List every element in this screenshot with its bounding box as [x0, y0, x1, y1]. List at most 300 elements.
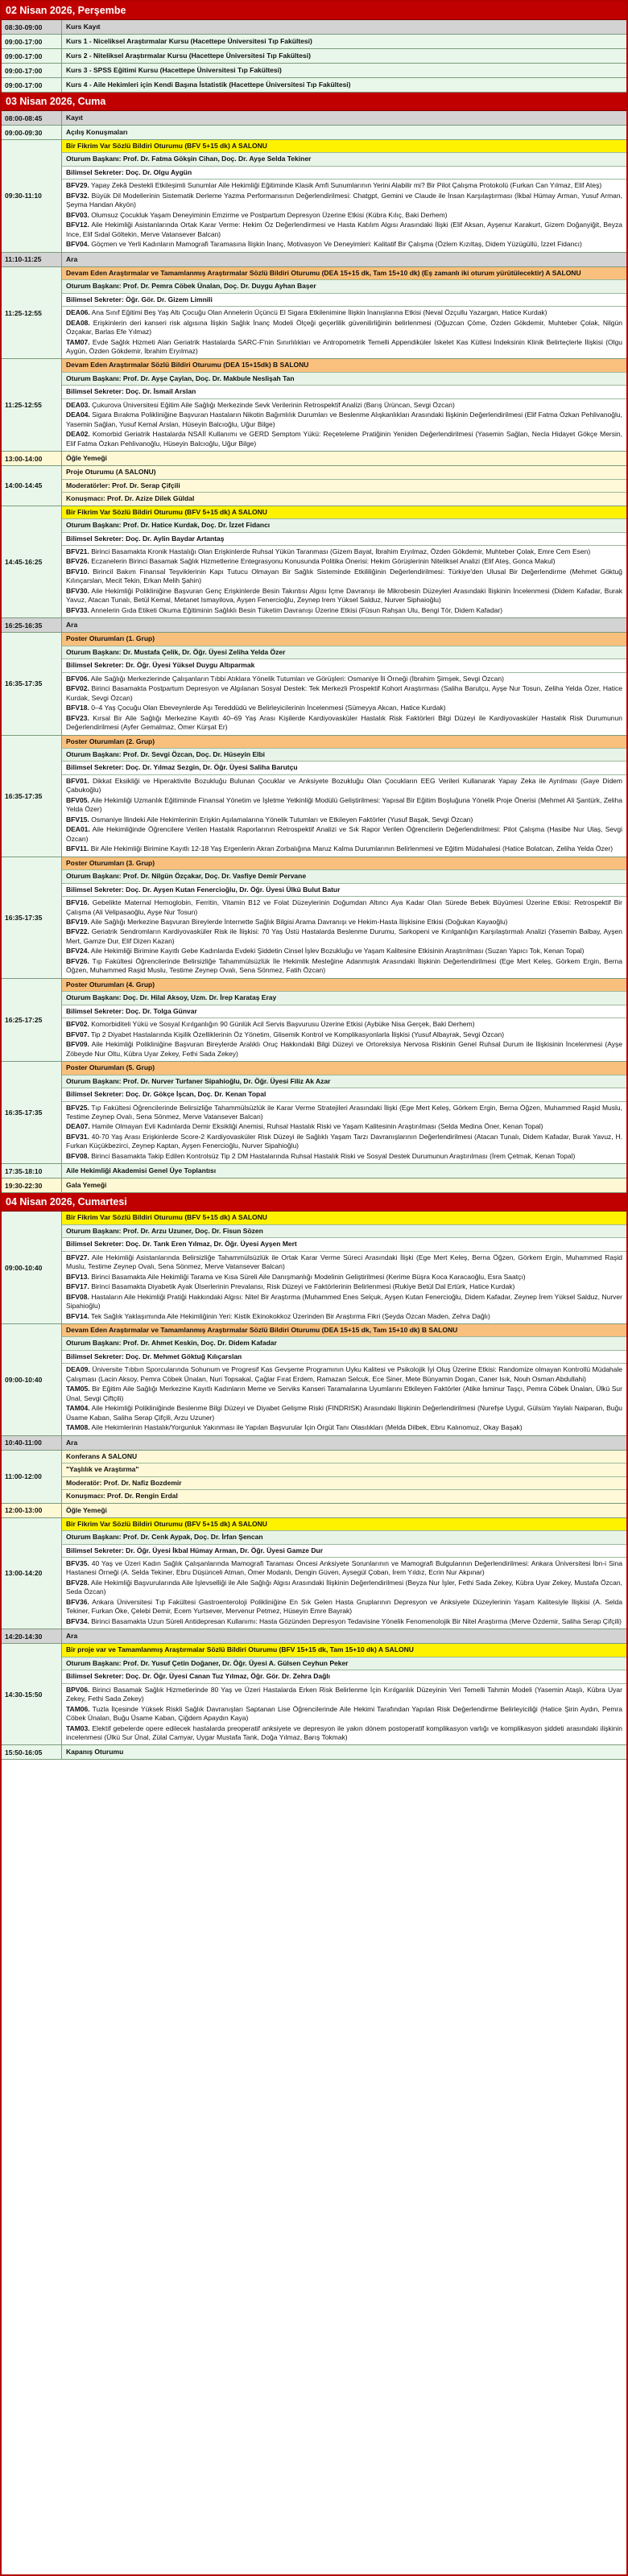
abstract-code: BFV25.: [66, 1103, 89, 1112]
abstract-item: [66, 1122, 622, 1131]
session-chairs: Oturum Başkanı: Prof. Dr. Cenk Aypak, Doç. Dr. İrfan Şencan: [62, 1531, 626, 1544]
scientific-secretary: Bilimsel Sekreter: Doç. Dr. Yılmaz Sezgin, Dr. Öğr. Üyesi Saliha Barutçu: [62, 762, 626, 774]
time-slot: 13:00-14:20: [2, 1518, 62, 1629]
scientific-secretary: Bilimsel Sekreter: Doç. Dr. Tolga Günvar: [62, 1005, 626, 1018]
abstract-title: Komorbid Geriatrik Hastalarda NSAİİ Kullanımı ve GERD Semptom Yükü: Reçeteleme Pratiğinin Yeniden Değerlendirilmesi (Yasemin Sağlan, Necla Hidayet Gökçe Mersin, Elif Fatma Özkan Pehlivanoğlu, Hüseyin Balcıoğlu, Uğur Bilge): [66, 430, 622, 448]
session-line: Moderatörler: Prof. Dr. Serap Çifçili: [62, 480, 626, 493]
scientific-secretary: Bilimsel Sekreter: Doç. Dr. Aylin Baydar Artantaş: [62, 533, 626, 546]
abstract-code: BFV32.: [66, 191, 89, 200]
schedule-row: [2, 78, 626, 93]
abstract-code: TAM08.: [66, 1423, 90, 1432]
abstract-item: [66, 308, 622, 317]
day-header: 04 Nisan 2026, Cumartesi: [2, 1193, 626, 1212]
time-slot: 11:00-12:00: [2, 1451, 62, 1503]
abstract-title: Geriatrik Sendromların Kardiyovasküler Risk ile İlişkisi: 70 Yaş Üstü Hastalarda Beslenme Durumu, Sarkopeni ve Kırılganlığın Karşılaştırmalı Analizi (Yasemin Balbay, Ayşen Mert, Gamze Dur, Elif Dizen Kazan): [66, 927, 622, 945]
abstract-item: [66, 192, 622, 210]
scientific-secretary: Bilimsel Sekreter: Doç. Dr. Öğr. Üyesi Canan Tuz Yılmaz, Öğr. Gör. Dr. Zehra Dağlı: [62, 1670, 626, 1683]
session-title: Bir Fikrim Var Sözlü Bildiri Oturumu (BFV 5+15 dk) A SALONU: [62, 140, 626, 153]
abstract-title: Bir Aile Hekimliği Birimine Kayıtlı 12-18 Yaş Ergenlerin Akran Zorbalığına Maruz Kalma Durumlarının Belirlenmesi ve Eğitim Müdahalesi (Hatice Bolatcan, Zeliha Yelda Özer): [90, 844, 614, 853]
session-row: [2, 1062, 626, 1164]
abstract-code: BPV06.: [66, 1685, 90, 1694]
abstract-item: [66, 1686, 622, 1704]
abstract-item: [66, 181, 622, 190]
abstract-title: Birinci Basamakta Aile Hekimliği Tarama ve Kısa Süreli Aile Danışmanlığı Modelinin Geliştirilmesi (Kerime Büşra Koca Karacaoğlu, Esra Saatçı): [91, 1272, 526, 1281]
session-chairs: Oturum Başkanı: Prof. Dr. Yusuf Çetin Doğaner, Dr. Öğr. Üyesi A. Gülsen Ceyhun Peker: [62, 1657, 626, 1670]
abstract-code: BFV14.: [66, 1311, 89, 1320]
schedule-row: [2, 20, 626, 35]
abstract-code: DEA09.: [66, 1365, 90, 1374]
abstract-code: TAM06.: [66, 1704, 90, 1713]
abstract-item: [66, 411, 622, 429]
session-row: [2, 1324, 626, 1436]
abstract-code: BFV19.: [66, 918, 89, 926]
scientific-secretary: Bilimsel Sekreter: Öğr. Gör. Dr. Gizem Limnili: [62, 294, 626, 307]
abstract-title: Sigara Bırakma Polikliniğine Başvuran Hastaların Nikotin Bağımlılık Durumları ve Beslenme Alışkanlıkları Arasındaki İlişkinin Değerlendirilmesi (Elif Fatma Özkan Pehlivanoğlu, Yasemin Sağlan, Yusuf Kemal Arslan, Hüseyin Balcıoğlu, Uğur Bilge): [66, 411, 622, 428]
abstract-title: Aile Hekimliği Asistanlarında Ortak Karar Verme: Hekim Öz Değerlendirmesi ve Hasta Katılım Algısı Arasındaki İlişki (Elif Aksan, Ayşenur Karakurt, Gizem Doğanyiğit, Beyza Ince, Elif Sıdal Göltekin, Merve Vatansever Balcan): [66, 221, 622, 238]
abstract-title: Kırsal Bir Aile Sağlığı Merkezine Kayıtlı 40–69 Yaş Arası Kişilerde Kardiyovasküler Hastalık Risk Faktörleri Bilgi Düzeyi ile Kardiyovasküler Hastalık Risk Durumunun Değerlendirilmesi (Ayfer Gemalmaz, Ömer Kürşat Er): [66, 713, 622, 732]
session-row: [2, 1518, 626, 1630]
time-slot: 09:00-17:00: [2, 78, 62, 92]
abstract-title: Elektif gebelerde opere edilecek hastalarda preoperatif anksiyete ve depresyon ile yakın dönem postoperatif komplikasyon varlığı ve komplikasyon şiddeti arasındaki ilişkinin incelenmesi (Ülkü Sur Ünal, Zülal Camyar, Uygar Mustafa Tank, Doğa Yılmaz, Barış Tokmak): [66, 1724, 622, 1741]
abstract-code: BFV23.: [66, 713, 89, 722]
abstract-title: 0–4 Yaş Çocuğu Olan Ebeveynlerde Aşı Tereddüdü ve Belirleyicilerinin İncelenmesi (Sümeyya Akcan, Hatice Kurdak): [91, 704, 446, 712]
session-block: [62, 1062, 626, 1163]
abstract-title: Birinci Basamakta Diyabetik Ayak Ülserlerinin Prevalansı, Risk Düzeyi ve Faktörlerinin Belirlenmesi (Rukiye Betül Dal Ertürk, Hatice Kurdak): [91, 1282, 515, 1291]
time-slot: 12:00-13:00: [2, 1504, 62, 1517]
abstract-item: [66, 587, 622, 605]
abstract-list: [62, 673, 626, 735]
abstract-item: [66, 547, 622, 556]
time-slot: 09:00-10:40: [2, 1212, 62, 1323]
session-block: [62, 506, 626, 618]
schedule-row: [2, 111, 626, 126]
session-block: [62, 359, 626, 451]
time-slot: 16:35-17:35: [2, 1062, 62, 1163]
schedule-row: [2, 452, 626, 466]
abstract-list: [62, 897, 626, 978]
abstract-item: [66, 1617, 622, 1626]
abstract-code: DEA01.: [66, 825, 90, 834]
time-slot: 14:20-14:30: [2, 1629, 62, 1643]
time-slot: 09:30-11:10: [2, 140, 62, 252]
abstract-item: [66, 319, 622, 337]
abstract-item: [66, 1293, 622, 1311]
day-header: 03 Nisan 2026, Cuma: [2, 93, 626, 111]
schedule-item: Kurs 3 - SPSS Eğitimi Kursu (Hacettepe Üniversitesi Tıp Fakültesi): [62, 64, 626, 77]
abstract-item: [66, 947, 622, 956]
session-block: [62, 857, 626, 978]
abstract-title: Aile Hekimliği Polikliniğine Başvuran Genç Erişkinlerde Besin Takıntısı Algısı İçme Davranışı ile Mikrobesin Düzeyleri Arasındaki İlişkinin İncelenmesi (Didem Kafadar, Burak Yavuz, Atacan Tunalı, Betül Kemal, Metanet Ismayilova, Ayşen Fenercioğlu, Zeynep Irem Yüksel Salduz, Nurver Siphaioğlu): [66, 586, 622, 605]
session-chairs: Oturum Başkanı: Prof. Dr. Pemra Cöbek Ünalan, Doç. Dr. Duygu Ayhan Başer: [62, 280, 626, 293]
abstract-item: [66, 1133, 622, 1151]
abstract-title: Aile Hekimliği Asistanlarında Belirsizliğe Tahammülsüzlük ile Ortak Karar Verme Süreci Arasındaki İlişki (Ege Mert Keleş, Berna Öğzen, Görkem Ergin, Muhammed Raşid Muslu, Testime Zeynep Ovalı, Sena Sönmez, Merve Vatansever Balcan): [66, 1253, 622, 1271]
abstract-item: [66, 1282, 622, 1291]
abstract-code: TAM03.: [66, 1724, 90, 1732]
session-block: [62, 1212, 626, 1323]
abstract-title: Evde Sağlık Hizmeti Alan Geriatrik Hastalarda SARC-F'nin Sınırlılıkları ve Antropometrik Temelli Appendiküler İskelet Kas Kütlesi İndeksinin Klinik Belirteçlerle İlişkisi (Olgu Aygün, Özden Gökdemir, İbrahim Eryılmaz): [66, 337, 622, 355]
schedule-item: Ara: [62, 253, 626, 266]
abstract-title: Aile Sağlığı Merkezlerinde Çalışanların Tıbbi Atıklara Yönelik Tutumları ve Görüşleri: Osmaniye İli Örneği (İbrahim Şimşek, Sevgi Özcan): [90, 674, 504, 683]
schedule-item: Öğle Yemeği: [62, 452, 626, 465]
abstract-item: [66, 1724, 622, 1743]
abstract-code: BFV10.: [66, 567, 89, 576]
abstract-item: [66, 430, 622, 448]
time-slot: 08:30-09:00: [2, 20, 62, 34]
time-slot: 16:25-16:35: [2, 618, 62, 632]
session-row: [2, 1212, 626, 1324]
session-block: [62, 1324, 626, 1435]
abstract-code: BFV02.: [66, 1020, 89, 1029]
session-row: [2, 857, 626, 979]
time-slot: 17:35-18:10: [2, 1164, 62, 1178]
session-title: Bir Fikrim Var Sözlü Bildiri Oturumu (BFV 5+15 dk) A SALONU: [62, 1212, 626, 1224]
abstract-item: [66, 557, 622, 566]
session-title: Bir Fikrim Var Sözlü Bildiri Oturumu (BFV 5+15 dk) A SALONU: [62, 1518, 626, 1531]
schedule-row: [2, 1436, 626, 1451]
session-title: Poster Oturumları (1. Grup): [62, 633, 626, 646]
schedule-item: Ara: [62, 618, 626, 632]
schedule-row: [2, 35, 626, 49]
schedule-item: Kayıt: [62, 111, 626, 125]
session-line: Moderatör: Prof. Dr. Nafiz Bozdemir: [62, 1477, 626, 1490]
schedule-row: [2, 1164, 626, 1179]
abstract-title: Birinci Basamakta Uzun Süreli Antidepresan Kullanımı: Hasta Gözünden Depresyon Tedavisine Yönelik Fenomenolojik Bir Nitel Araştırma (Merve Özdemir, Saliha Serap Çifçili): [91, 1616, 622, 1625]
abstract-title: Ana Sınıf Eğitimi Beş Yaş Altı Çocuğu Olan Annelerin Üçüncü El Sigara Etkilenimine İlişkin İnanışlarına Etkisi (Neval Özçullu Yazargan, Hatice Kurdak): [91, 308, 547, 317]
abstract-title: Hastaların Aile Hekimliği Pratiği Hakkındaki Algısı: Nitel Bir Araştırma (Muhammed Enes Selçuk, Ayşen Kutan Fenercioğlu, Didem Kafadar, Zeynep İrem Yüksel Salduz, Nurver Sipahioğlu): [66, 1292, 622, 1311]
abstract-code: BFV29.: [66, 181, 89, 190]
session-title: Bir Fikrim Var Sözlü Bildiri Oturumu (BFV 5+15 dk) A SALONU: [62, 506, 626, 519]
abstract-item: [66, 401, 622, 410]
session-block: [62, 1518, 626, 1629]
scientific-secretary: Bilimsel Sekreter: Dr. Öğr. Üyesi Yüksel Duygu Altıparmak: [62, 659, 626, 672]
abstract-item: [66, 898, 622, 917]
abstract-item: [66, 675, 622, 683]
abstract-code: BFV31.: [66, 1132, 89, 1141]
abstract-item: [66, 927, 622, 946]
session-block: [62, 1451, 626, 1503]
scientific-secretary: Bilimsel Sekreter: Dr. Öğr. Üyesi İkbal Hümay Arman, Dr. Öğr. Üyesi Gamze Dur: [62, 1545, 626, 1558]
session-block: [62, 979, 626, 1061]
abstract-list: [62, 1364, 626, 1435]
abstract-code: BFV04.: [66, 240, 89, 249]
abstract-title: Eczanelerin Birinci Basamak Sağlık Hizmetlerine Entegrasyonu Konusunda Politika Önerisi: Hekim Görüşlerinin Niteliksel Analizi (Elif Ateş, Gonca Makul): [91, 557, 556, 566]
abstract-code: DEA03.: [66, 400, 90, 409]
abstract-code: BFV12.: [66, 221, 89, 229]
abstract-code: BFV16.: [66, 898, 89, 907]
abstract-code: BFV07.: [66, 1030, 89, 1038]
abstract-title: Tip 2 Diyabet Hastalarında Kişilik Özelliklerinin Öz Yönetim, Glisemik Kontrol ve Komplikasyonlarla İlişkisi (Yusuf Albayrak, Sevgi Özcan): [91, 1030, 505, 1038]
schedule-item: Aile Hekimliği Akademisi Genel Üye Toplantısı: [62, 1164, 626, 1178]
time-slot: 09:00-17:00: [2, 49, 62, 63]
abstract-code: BFV06.: [66, 674, 89, 683]
schedule-item: Kurs 1 - Niceliksel Araştırmalar Kursu (Hacettepe Üniversitesi Tıp Fakültesi): [62, 35, 626, 48]
abstract-list: [62, 399, 626, 451]
abstract-list: [62, 775, 626, 857]
abstract-code: BFV05.: [66, 795, 89, 804]
abstract-item: [66, 1579, 622, 1597]
abstract-title: Annelerin Gıda Etiketi Okuma Eğitiminin Sağlıklı Besin Tüketim Davranışı Üzerine Etkisi (Füsun Rahşan Ulu, Bengi Tör, Didem Kafadar): [90, 605, 503, 614]
time-slot: 09:00-17:00: [2, 64, 62, 77]
scientific-secretary: Bilimsel Sekreter: Doç. Dr. Gökçe İşcan, Doç. Dr. Kenan Topal: [62, 1088, 626, 1101]
abstract-title: 40-70 Yaş Arası Erişkinlerde Score-2 Kardiyovasküler Risk Düzeyi ile Sağlıklı Yaşam Tarzı Davranışlarının Değerlendirilmesi (Atacan Tunalı, Didem Kafadar, Burak Yavuz, H. Furkan Küçükbezirci, Zeynep Kaptan, Ayşen Fenercioğlu, Nurver Sipahioğlu): [66, 1132, 622, 1150]
abstract-title: Bir Eğitim Aile Sağlığı Merkezine Kayıtlı Kadınların Meme ve Serviks Kanseri Taramalarına Uyumlarını Etkileyen Faktörler (Atike İsminur Taşçı, Pemra Cöbek Ünalan, Ülkü Sur Ünal, Sevgi Çiftçili): [66, 1385, 622, 1402]
abstract-item: [66, 1104, 622, 1122]
schedule-row: [2, 1745, 626, 1760]
scientific-secretary: Bilimsel Sekreter: Doç. Dr. Tarık Eren Yılmaz, Dr. Öğr. Üyesi Ayşen Mert: [62, 1238, 626, 1251]
abstract-title: Aile Hekimliği Polikliniğinde Beslenme Bilgi Düzeyi ve Diyabet Gelişme Riski (FINDRISK) Arasındaki İlişkinin Değerlendirilmesi (Nurefşe Uygul, Gülsüm Yaylalı Naiparan, Buğu Üsame Kaban, Saliha Serap Çifçili, Arzu Uzuner): [66, 1404, 622, 1422]
abstract-item: [66, 1423, 622, 1432]
session-row: [2, 736, 626, 857]
abstract-item: [66, 568, 622, 586]
abstract-item: [66, 1253, 622, 1272]
abstract-item: [66, 240, 622, 249]
session-row: [2, 506, 626, 619]
session-title: Devam Eden Araştırmalar ve Tamamlanmış Araştırmalar Sözlü Bildiri Oturumu (DEA 15+15 dk, Tam 15+10 dk) (Eş zamanlı iki oturum yürütülecektir) A SALONU: [62, 267, 626, 280]
schedule-row: [2, 1179, 626, 1193]
abstract-code: DEA06.: [66, 308, 90, 317]
abstract-list: [62, 180, 626, 251]
abstract-code: BFV26.: [66, 956, 89, 965]
time-slot: 16:35-17:35: [2, 857, 62, 978]
scientific-secretary: Bilimsel Sekreter: Doç. Dr. İsmail Arslan: [62, 386, 626, 398]
abstract-item: [66, 1020, 622, 1029]
abstract-code: BFV13.: [66, 1272, 89, 1281]
abstract-item: [66, 1705, 622, 1724]
abstract-title: Aile Hekimliğinde Öğrencilere Verilen Hastalık Raporlarının Retrospektif Analizi ve Sık Rapor Verilen Öğrencilerin Değerlendirilmesi: Pilot Çalışma (Hasibe Nur Ulaş, Sevgi Özcan): [66, 825, 622, 843]
session-title: Poster Oturumları (4. Grup): [62, 979, 626, 992]
abstract-list: [62, 307, 626, 358]
abstract-code: DEA08.: [66, 318, 90, 327]
abstract-title: Aile Hekimliği Başvurularında Aile İşlevselliği ile Aile Sağlığı Algısı Arasındaki İlişkinin Değerlendirilmesi (Beyza Nur İşler, Fethi Sada Zekey, Kübra Uyar Zekey, Mustafa Özcan, Seda Özcan): [66, 1578, 622, 1596]
schedule-item: Ara: [62, 1629, 626, 1643]
abstract-list: [62, 546, 626, 617]
abstract-title: Çukurova Üniversitesi Eğitim Aile Sağlığı Merkezinde Sevk Verilerinin Retrospektif Analizi (Barış Ürüncan, Sevgi Özcan): [92, 400, 455, 409]
abstract-title: Yapay Zekâ Destekli Etkileşimli Sunumlar Aile Hekimliği Eğitiminde Klasik Amfi Sunumlarının Yerini Alabilir mi? Bir Pilot Çalışma Protokolü (Furkan Can Yılmaz, Elif Ateş): [91, 181, 602, 190]
session-line: "Yaşlılık ve Araştırma": [62, 1463, 626, 1476]
abstract-code: BFV15.: [66, 815, 89, 824]
schedule-item: Kurs 4 - Aile Hekimleri için Kendi Başına İstatistik (Hacettepe Üniversitesi Tıp Fakültesi): [62, 78, 626, 92]
session-block: [62, 267, 626, 359]
session-block: [62, 736, 626, 857]
abstract-code: BFV27.: [66, 1253, 89, 1261]
session-chairs: Oturum Başkanı: Prof. Dr. Hatice Kurdak, Doç. Dr. İzzet Fidancı: [62, 519, 626, 532]
abstract-code: BFV34.: [66, 1616, 89, 1625]
time-slot: 14:00-14:45: [2, 466, 62, 505]
abstract-list: [62, 1558, 626, 1629]
abstract-item: [66, 1598, 622, 1616]
abstract-item: [66, 1385, 622, 1403]
time-slot: 09:00-17:00: [2, 35, 62, 48]
session-block: [62, 140, 626, 252]
time-slot: 11:10-11:25: [2, 253, 62, 266]
session-line: Konuşmacı: Prof. Dr. Rengin Erdal: [62, 1490, 626, 1502]
abstract-title: Dikkat Eksikliği ve Hiperaktivite Bozukluğu Bulunan Çocuklar ve Anksiyete Bozukluğu Olan Çocukların EEG Verileri Kullanarak Yapay Zeka ile Ayrılması (Gaye Didem Çabukoğlu): [66, 776, 622, 795]
session-row: [2, 1644, 626, 1745]
session-title: Devam Eden Araştırmalar Sözlü Bildiri Oturumu (DEA 15+15dk) B SALONU: [62, 359, 626, 372]
session-chairs: Oturum Başkanı: Prof. Dr. Ahmet Keskin, Doç. Dr. Didem Kafadar: [62, 1337, 626, 1350]
abstract-code: DEA07.: [66, 1122, 90, 1131]
abstract-item: [66, 1365, 622, 1384]
abstract-code: DEA04.: [66, 411, 90, 419]
abstract-title: Birinci Basamakta Kronik Hastalığı Olan Erişkinlerde Ruhsal Yükün Taranması (Gizem Bayat, İbrahim Eryılmaz, Özden Gökdemir, Muhteber Çolak, Emre Cem Esen): [91, 547, 591, 555]
session-line: Proje Oturumu (A SALONU): [62, 466, 626, 479]
abstract-item: [66, 704, 622, 712]
time-slot: 10:40-11:00: [2, 1436, 62, 1450]
abstract-title: Tuzla İlçesinde Yüksek Riskli Sağlık Davranışları Saptanan Lise Öğrencilerinde Aile Hekimi Tarafından Yapılan Risk Değerlendirme Belirleyiciliği (Hatice Şirin Aydın, Pemra Cöbek Ünalan, Buğu Üsame Kaban, Çiğdem Apaydın Kaya): [66, 1704, 622, 1723]
session-row: [2, 466, 626, 506]
abstract-title: Aile Hekimliği Birimine Kayıtlı Gebe Kadınlarda Evdeki Şiddetin Cinsel İşlev Bozukluğu ve Yaşam Kalitesine Etkisinin Araştırılması (Suzan Yapıcı Tok, Kenan Topal): [90, 947, 585, 956]
abstract-list: [62, 1018, 626, 1061]
time-slot: 11:25-12:55: [2, 267, 62, 359]
abstract-title: Birinci Basamakta Postpartum Depresyon ve Algılanan Sosyal Destek: Tek Merkezli Prospektif Kohort Araştırması (Saliha Barutçu, Ayşe Nur Tosun, Zeliha Yelda Özer, Hatice Kurdak, Sevgi Özcan): [66, 684, 622, 702]
abstract-item: [66, 1273, 622, 1282]
abstract-code: BFV36.: [66, 1597, 89, 1606]
abstract-item: [66, 338, 622, 357]
abstract-title: Aile Hekimliği Polikliniğine Başvuran Bireylerde Aralıklı Oruç Hakkındaki Bilgi Düzeyi ve Ortoreksiya Nervosa Riskinin Genel Ruhsal Durum ile İlişkisinin İncelenmesi (Ayşe Zöbeyde Nur Oltu, Kübra Uyar Zekey, Fethi Sada Zekey): [66, 1040, 622, 1058]
schedule-item: Kurs 2 - Niteliksel Araştırmalar Kursu (Hacettepe Üniversitesi Tıp Fakültesi): [62, 49, 626, 63]
abstract-code: BFV24.: [66, 947, 89, 956]
session-block: [62, 466, 626, 505]
abstract-item: [66, 1312, 622, 1321]
abstract-title: Birinci Basamak Sağlık Hizmetlerinde 80 Yaş ve Üzeri Hastalarda Erken Risk Belirlenme İçin Kırılganlık Düzeyinin Veri Temelli Tahmin Modeli (Yasemin Ataşlı, Kübra Uyar Zekey, Fethi Sada Zekey): [66, 1685, 622, 1703]
session-chairs: Oturum Başkanı: Doç. Dr. Hilal Aksoy, Uzm. Dr. İrep Karataş Eray: [62, 992, 626, 1005]
abstract-item: [66, 1152, 622, 1161]
abstract-code: BFV03.: [66, 210, 89, 219]
abstract-code: BFV33.: [66, 605, 89, 614]
session-chairs: Oturum Başkanı: Prof. Dr. Sevgi Özcan, Doç. Dr. Hüseyin Elbi: [62, 749, 626, 762]
scientific-secretary: Bilimsel Sekreter: Doç. Dr. Olgu Aygün: [62, 167, 626, 180]
abstract-title: Komorbiditeli Yükü ve Sosyal Kırılganlığın 90 Günlük Acil Servis Başvurusu Üzerine Etkisi (Aybüke Nisa Gerçek, Baki Derhem): [91, 1020, 475, 1029]
abstract-item: [66, 777, 622, 795]
abstract-title: Tek Sağlık Yaklaşımında Aile Hekimliğinin Yeri: Kistik Ekinokokkoz Üzerinden Bir Araştırma Fikri (Şeyda Özcan Maden, Zehra Dağlı): [91, 1311, 490, 1320]
session-title: Poster Oturumları (2. Grup): [62, 736, 626, 749]
session-line: Konuşmacı: Prof. Dr. Azize Dilek Güldal: [62, 493, 626, 505]
session-title: Poster Oturumları (3. Grup): [62, 857, 626, 870]
time-slot: 14:30-15:50: [2, 1644, 62, 1744]
time-slot: 09:00-10:40: [2, 1324, 62, 1435]
session-row: [2, 267, 626, 360]
time-slot: 08:00-08:45: [2, 111, 62, 125]
schedule-item: Öğle Yemeği: [62, 1504, 626, 1517]
session-title: Devam Eden Araştırmalar ve Tamamlanmış Araştırmalar Sözlü Bildiri Oturumu (DEA 15+15 dk, Tam 15+10 dk) B SALONU: [62, 1324, 626, 1337]
abstract-list: [62, 1252, 626, 1323]
abstract-item: [66, 221, 622, 239]
session-chairs: Oturum Başkanı: Prof. Dr. Ayşe Çaylan, Doç. Dr. Makbule Neslişah Tan: [62, 373, 626, 386]
schedule-row: [2, 49, 626, 64]
abstract-item: [66, 714, 622, 733]
time-slot: 15:50-16:05: [2, 1745, 62, 1759]
abstract-title: Büyük Dil Modellerinin Sistematik Derleme Yazma Performansının Değerlendirilmesi: Chatgpt, Gemini ve Claude ile İnsan Karşılaştırması (İkbal Hümay Arman, Yusuf Arman, Şeyma Handan Akyön): [66, 191, 622, 209]
abstract-item: [66, 684, 622, 703]
abstract-title: Aile Hekimlerinin Hastalık/Yorgunluk Yakınması ile Yapılan Başvurular İçin Örgüt Tanı Olasılıkları (Melda Dilbek, Ebru Kalınomuz, Okay Başak): [91, 1423, 523, 1432]
abstract-title: Hamile Olmayan Evli Kadınlarda Demir Eksikliği Anemisi, Ruhsal Hastalık Riski ve Yaşam Kalitesinin Araştırılması (Selda Medina Öner, Kenan Topal): [92, 1122, 543, 1131]
session-row: [2, 979, 626, 1062]
abstract-title: Aile Hekimliği Uzmanlık Eğitiminde Finansal Yönetim ve İşletme Yetkinliği Modülü Geliştirilmesi: Yapısal Bir Eğitim Boşluğuna Yönelik Proje Önerisi (Mehmet Ali Şantürk, Zeliha Yelda Özer): [66, 795, 622, 814]
time-slot: 19:30-22:30: [2, 1179, 62, 1192]
abstract-title: Olumsuz Çocukluk Yaşam Deneyiminin Emzirme ve Postpartum Depresyon Üzerine Etkisi (Kübra Kılıç, Baki Derhem): [91, 210, 448, 219]
session-line: Konferans A SALONU: [62, 1451, 626, 1463]
abstract-code: BFV11.: [66, 844, 89, 853]
abstract-code: BFV02.: [66, 684, 89, 693]
abstract-code: BFV17.: [66, 1282, 89, 1291]
session-chairs: Oturum Başkanı: Prof. Dr. Fatma Gökşin Cihan, Doç. Dr. Ayşe Selda Tekiner: [62, 153, 626, 166]
schedule-row: [2, 126, 626, 140]
schedule-row: [2, 253, 626, 267]
abstract-title: Aile Sağlığı Merkezine Başvuran Bireylerde İnternette Sağlık Bilgisi Arama Davranışı ve Hekim-Hasta İlişkisine Etkisi (Doğukan Kayaoğlu): [90, 918, 508, 926]
session-block: [62, 1644, 626, 1744]
abstract-item: [66, 606, 622, 615]
abstract-code: BFV35.: [66, 1558, 89, 1567]
time-slot: 14:45-16:25: [2, 506, 62, 618]
schedule-item: Ara: [62, 1436, 626, 1450]
schedule-row: [2, 1629, 626, 1644]
time-slot: 13:00-14:00: [2, 452, 62, 465]
abstract-item: [66, 918, 622, 927]
time-slot: 09:00-09:30: [2, 126, 62, 139]
abstract-title: 40 Yaş ve Üzeri Kadın Sağlık Çalışanlarında Mamografi Taraması Öncesi Anksiyete Sorunlarının ve Mamografi Bulgularının Değerlendirilmesi: Ankara Üniversitesi İbn-i Sina Hastanesi Örneği (A. Selda Tekiner, Ebru Düşünceli Atman, Ömer Modanlı, Dengin Güven, Aysegül Çoban, İrem Yıldız, Ecrin Nur Akpınar): [66, 1558, 622, 1577]
abstract-title: Tıp Fakültesi Öğrencilerinde Belirsizliğe Tahammülsüzlük İle Hekimlik Mesleğine Adanmışlık Arasındaki İlişkinin Değerlendirilmesi (Ege Mert Keleş, Görkem Ergin, Berna Öğzen, Muhammed Raşid Muslu, Testime Zeynep Ovalı, Sena Sönmez, Fatih Özcan): [66, 956, 622, 975]
schedule-item: Gala Yemeği: [62, 1179, 626, 1192]
session-row: [2, 140, 626, 253]
abstract-item: [66, 825, 622, 844]
abstract-title: Osmaniye İlindeki Aile Hekimlerinin Erişkin Aşılamalarına Yönelik Tutumları ve Etkileyen Faktörler (Yusuf Başak, Sevgi Özcan): [91, 815, 473, 824]
abstract-title: Tıp Fakültesi Öğrencilerinde Belirsizliğe Tahammülsüzlük ile Karar Verme Stratejileri Arasındaki İlişki (Ege Mert Keleş, Görkem Ergin, Berna Öğzen, Muhammed Raşid Muslu, Testime Zeynep Ovalı, Sena Sönmez, Merve Vatansever Balcan): [66, 1103, 622, 1121]
abstract-list: [62, 1102, 626, 1164]
abstract-code: BFV26.: [66, 557, 89, 566]
schedule-row: [2, 64, 626, 78]
abstract-code: BFV21.: [66, 547, 89, 555]
session-block: [62, 633, 626, 734]
session-chairs: Oturum Başkanı: Prof. Dr. Arzu Uzuner, Doç. Dr. Fisun Sözen: [62, 1225, 626, 1238]
schedule-row: [2, 618, 626, 633]
session-title: Poster Oturumları (5. Grup): [62, 1062, 626, 1075]
abstract-list: [62, 1684, 626, 1745]
abstract-item: [66, 815, 622, 824]
session-chairs: Oturum Başkanı: Prof. Dr. Nurver Turfaner Sipahioğlu, Dr. Öğr. Üyesi Filiz Ak Azar: [62, 1075, 626, 1088]
abstract-item: [66, 1404, 622, 1422]
abstract-item: [66, 1559, 622, 1578]
abstract-code: BFV22.: [66, 927, 89, 936]
scientific-secretary: Bilimsel Sekreter: Doç. Dr. Ayşen Kutan Fenercioğlu, Dr. Öğr. Üyesi Ülkü Bulut Batur: [62, 884, 626, 897]
abstract-code: TAM05.: [66, 1385, 90, 1393]
abstract-code: BFV09.: [66, 1040, 89, 1049]
schedule-row: [2, 1504, 626, 1518]
abstract-item: [66, 844, 622, 853]
abstract-title: Gebelikte Maternal Hemoglobin, Ferritin, Vitamin B12 ve Folat Düzeylerinin Doğumdan Altıncı Aya Kadar Olan Sürede Bebek Büyümesi Üzerine Etkisi: Retrospektif Bir Çalışma (Ali Velipasaoğlu, Ayşe Nur Tosun): [66, 898, 622, 916]
scientific-secretary: Bilimsel Sekreter: Doç. Dr. Mehmet Göktuğ Kılıçarslan: [62, 1351, 626, 1364]
abstract-item: [66, 1030, 622, 1039]
abstract-code: BFV01.: [66, 776, 89, 785]
session-row: [2, 633, 626, 735]
abstract-code: DEA02.: [66, 430, 90, 439]
abstract-title: Birinci Basamakta Takip Edilen Kontrolsüz Tip 2 DM Hastalarında Ruhsal Hastalık Riski ve Sosyal Destek Durumunun Araştırılması (İrem Çetmak, Kenan Topal): [91, 1151, 576, 1160]
time-slot: 16:35-17:35: [2, 633, 62, 734]
session-row: [2, 359, 626, 452]
abstract-code: BFV28.: [66, 1578, 89, 1587]
abstract-title: Ankara Üniversitesi Tıp Fakültesi Gastroenteroloji Polikliniğine En Sık Gelen Hasta Gruplarının Depresyon ve Anksiyete Düzeylerinin Yaşam Kalitesiyle İlişkisi (A. Selda Tekiner, Furkan Öke, Çelebi Demir, Ecem Yurtsever, Mervenur Petmez, Hüseyin Emre Bayrak): [66, 1597, 622, 1616]
session-chairs: Oturum Başkanı: Dr. Mustafa Çelik, Dr. Öğr. Üyesi Zeliha Yelda Özer: [62, 646, 626, 659]
session-title: Bir proje var ve Tamamlanmış Araştırmalar Sözlü Bildiri Oturumu (BFV 15+15 dk, Tam 15+10 dk) A SALONU: [62, 1644, 626, 1657]
session-row: [2, 1451, 626, 1504]
abstract-title: Üniversite Tıbbın Sporcularında Sohunum ve Progresif Kas Gevşeme Programının Uyku Kalitesi ve Psikolojik İyi Oluş Üzerine Etkisi: Randomize olmayan Kontrollü Müdahale Çalışması (Lacin Aksoy, Pemra Cöbek Ünalan, Nuri Topsakal, Çağlar Fırat Erdem, Ramazan Selcuk, Ece Siner, Mete Bünyamin Dogan, Caner Isık, Nouh Osman Abdullahi): [66, 1365, 622, 1383]
schedule-item: Kurs Kayıt: [62, 20, 626, 34]
abstract-title: Erişkinlerin deri kanseri risk algısına İlişkin Sağlık İnanç Modeli Ölçeği geçerlilik güvenilirliğinin belirlenmesi (Oğuzcan Çöme, Özden Gökdemir, Muhteber Çolak, Nilgün Özçakar, Barlas Efe Yılmaz): [66, 318, 622, 336]
day-header: 02 Nisan 2026, Perşembe: [2, 2, 626, 20]
schedule-item: Kapanış Oturumu: [62, 1745, 626, 1759]
abstract-item: [66, 211, 622, 220]
abstract-title: Göçmen ve Yerli Kadınların Mamografi Taramasına İlişkin İnanç, Motivasyon Ve Deneyimleri: Kalitatif Bir Çalışma (Özlem Kızıltaş, Didem Yüzügüllü, İzzet Fidancı): [91, 240, 582, 249]
abstract-code: BFV30.: [66, 586, 89, 595]
